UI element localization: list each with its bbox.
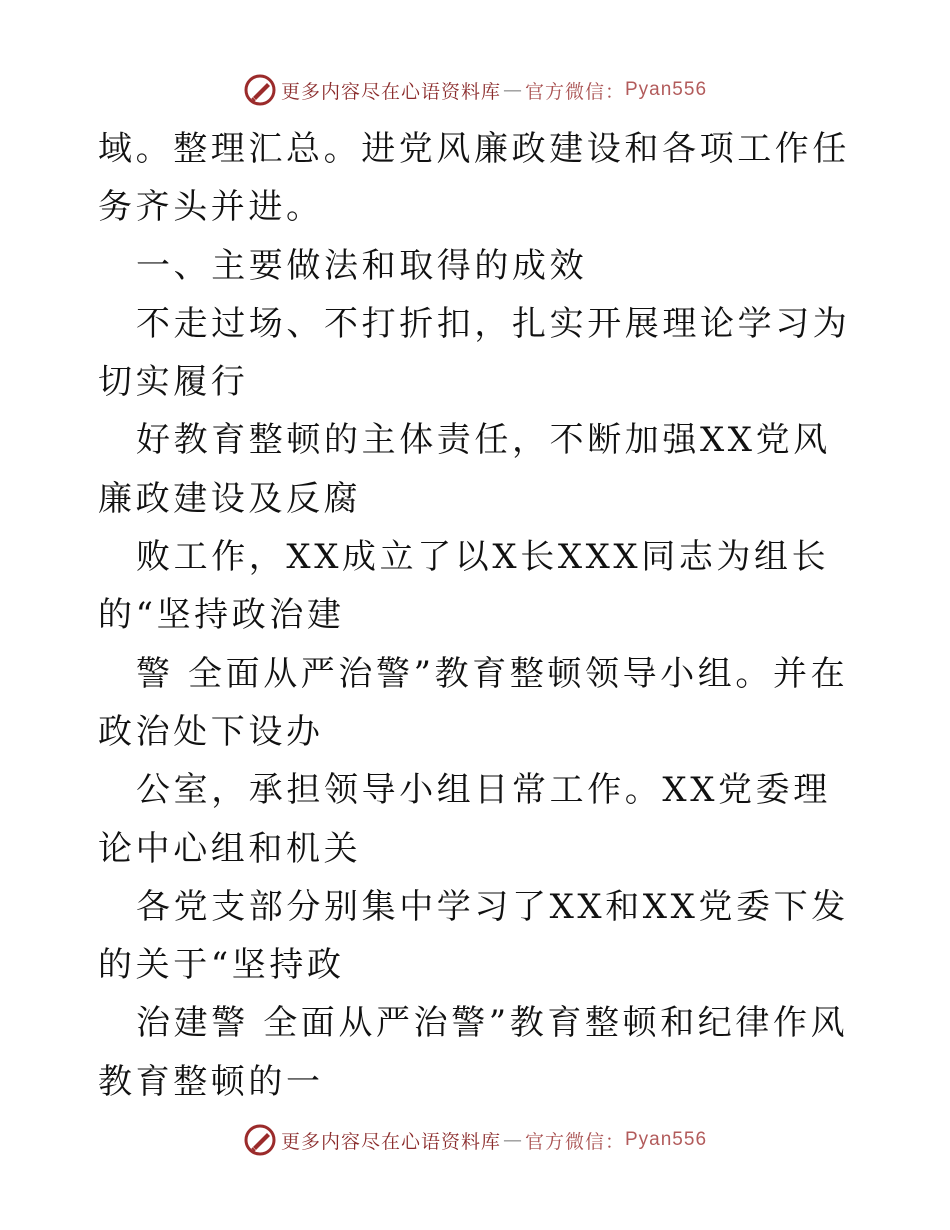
- banner-main-text: 更多内容尽在心语资料库: [280, 80, 501, 103]
- section-heading: 一、主要做法和取得的成效: [136, 245, 588, 286]
- banner-main-text: 更多内容尽在心语资料库: [280, 1130, 501, 1153]
- paragraph: 域。整理汇总。进党风廉政建设和各项工作任务齐头并进。: [98, 129, 850, 228]
- banner-wechat-label: 官方微信：: [524, 80, 625, 103]
- paragraph: 好教育整顿的主体责任，不断加强XX党风廉政建设及反腐: [98, 420, 831, 519]
- banner-wechat-id: Pyan556: [625, 79, 708, 100]
- paragraph: 警 全面从严治警”教育整顿领导小组。并在政治处下设办: [98, 653, 849, 752]
- banner-wechat-label: 官方微信：: [524, 1130, 625, 1153]
- footer-banner: [0, 1120, 950, 1160]
- banner-dash: —: [502, 1129, 523, 1151]
- banner-wechat-id: Pyan556: [625, 1129, 708, 1150]
- banner-dash: —: [502, 79, 523, 101]
- paragraph: 各党支部分别集中学习了XX和XX党委下发的关于“坚持政: [98, 886, 849, 986]
- header-banner: [0, 70, 950, 110]
- paragraph: 败工作，XX成立了以X长XXX同志为组长的“坚持政治建: [98, 537, 830, 636]
- paragraph: 不走过场、不打折扣，扎实开展理论学习为切实履行: [98, 303, 851, 403]
- paragraph: 公室，承担领导小组日常工作。XX党委理论中心组和机关: [98, 770, 831, 869]
- pen-logo-icon: [243, 73, 277, 107]
- pen-logo-icon: [243, 1123, 277, 1157]
- document-body: [98, 120, 858, 1111]
- paragraph: 治建警 全面从严治警”教育整顿和纪律作风教育整顿的一: [98, 1003, 849, 1102]
